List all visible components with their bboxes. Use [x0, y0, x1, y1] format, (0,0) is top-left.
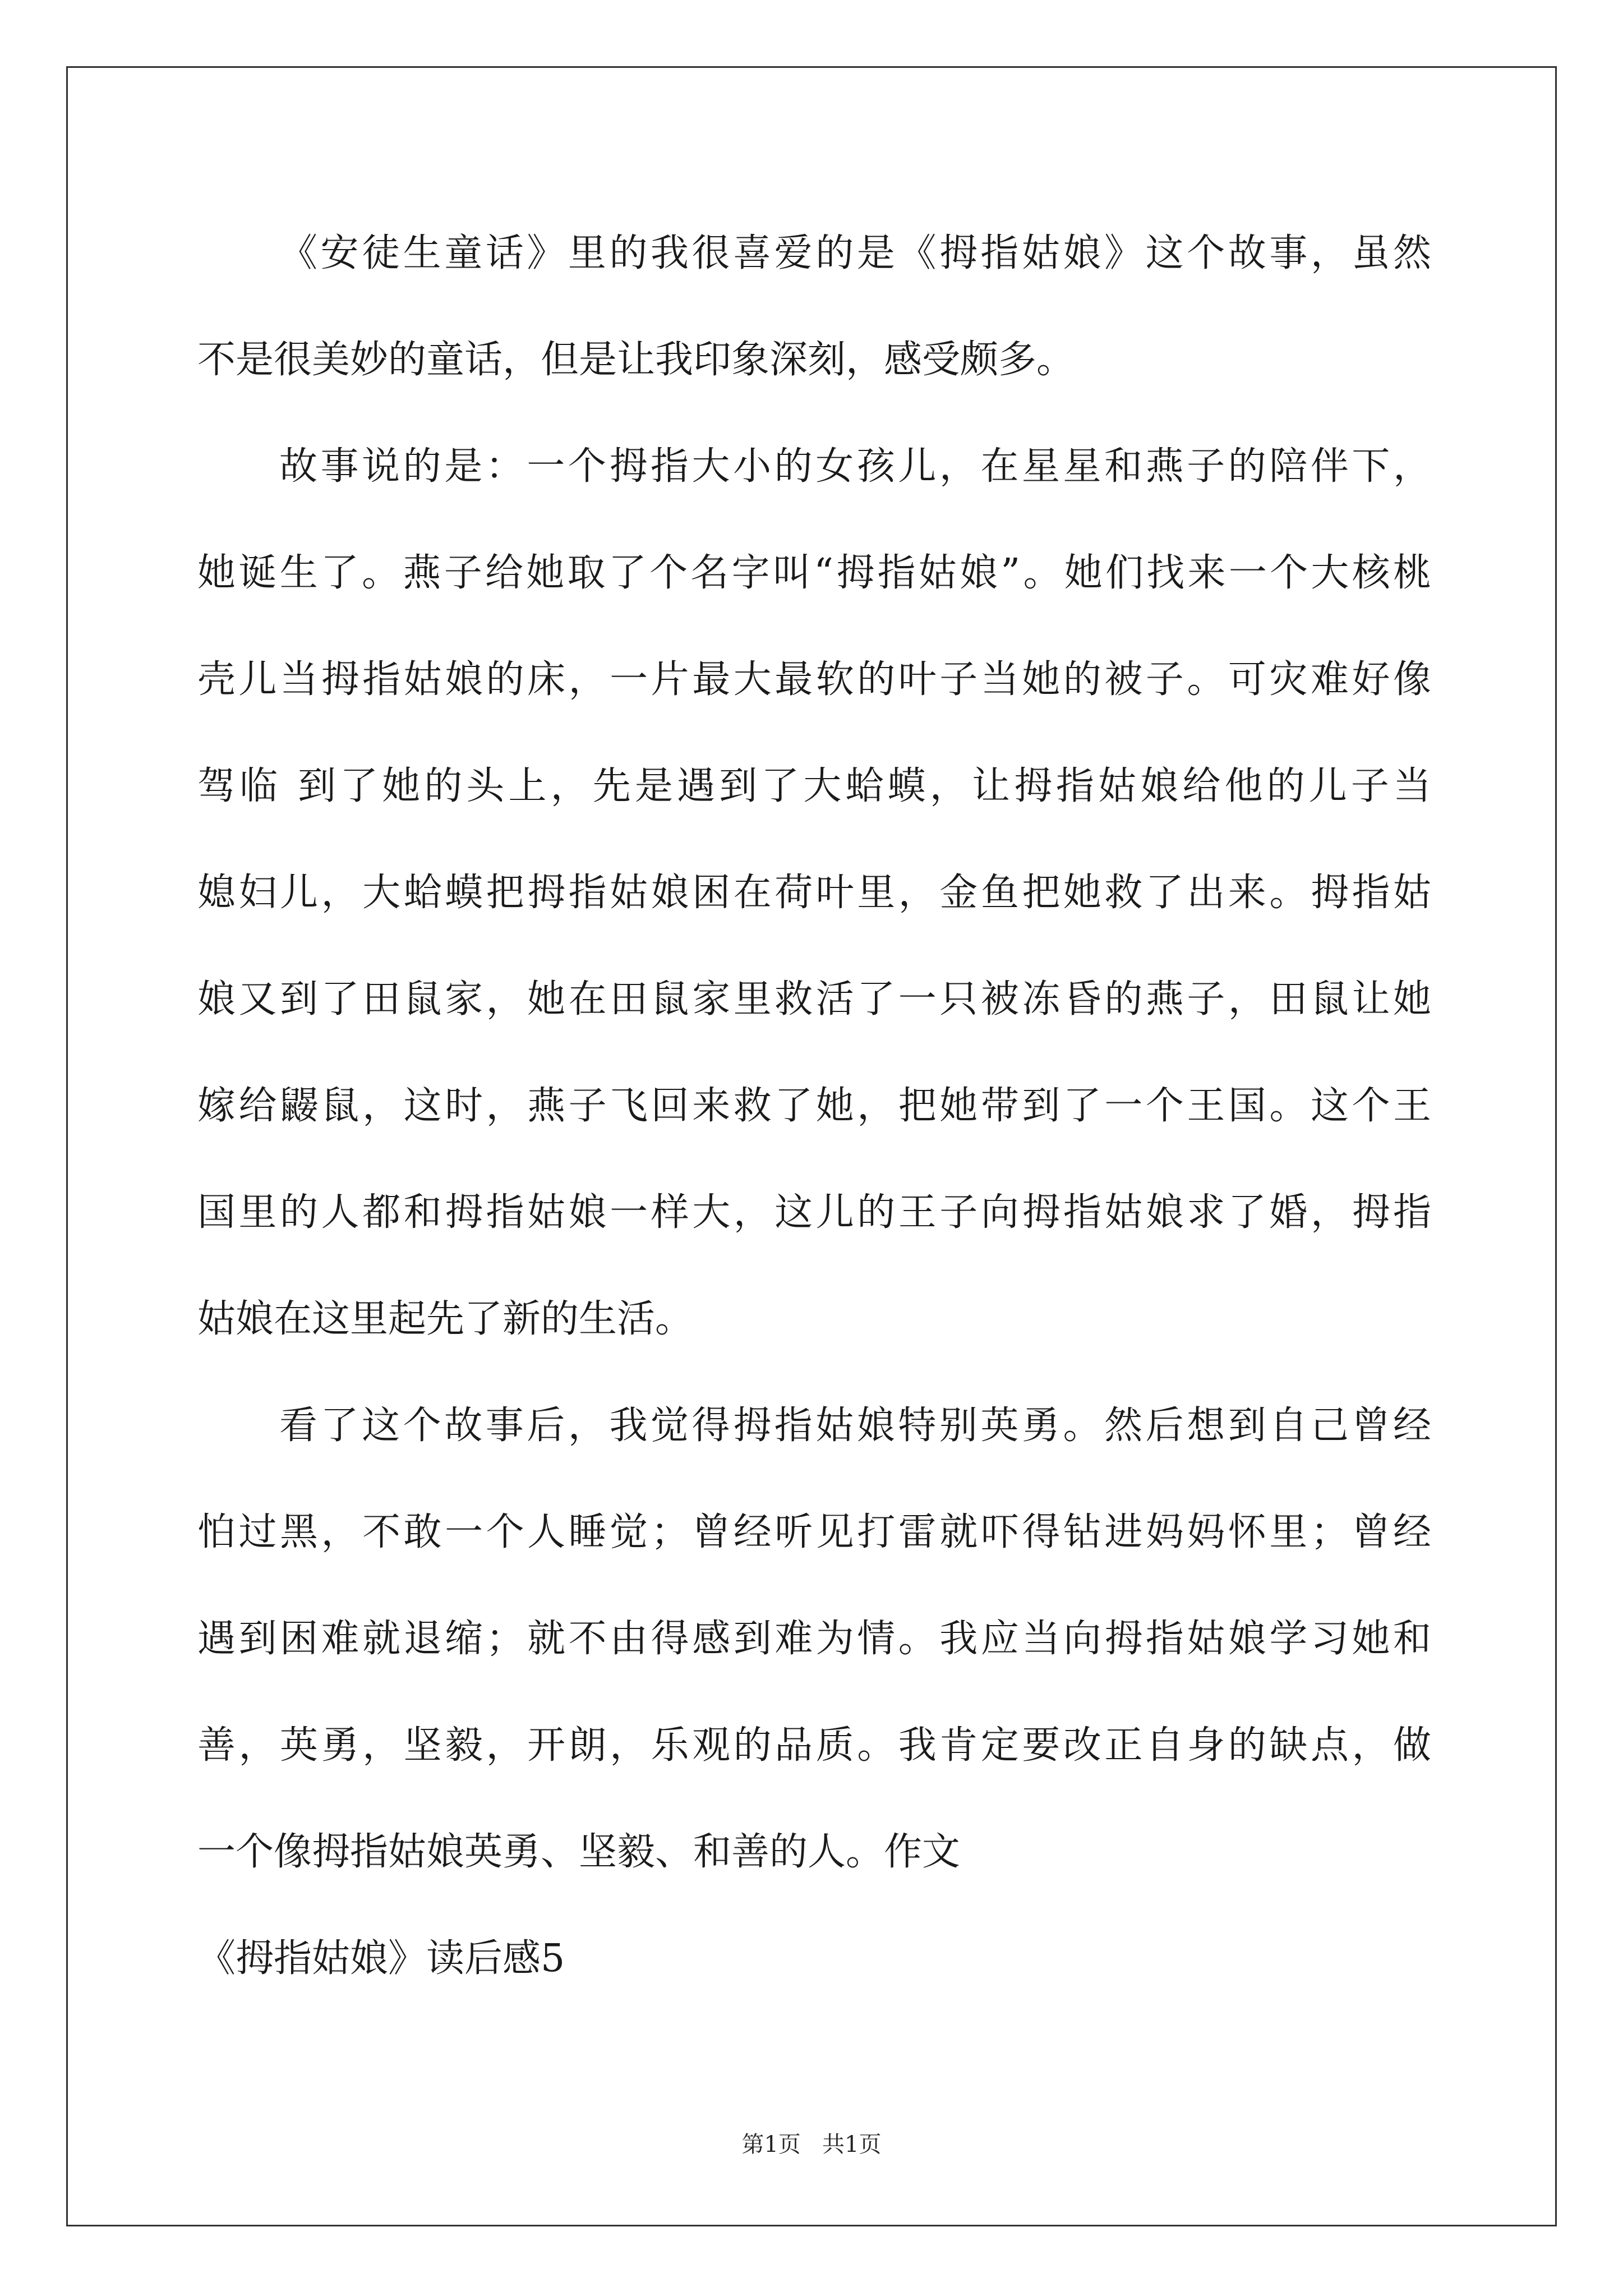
paragraph-2-line-6: 娘又到了田鼠家，她在田鼠家里救活了一只被冻昏的燕子，田鼠让她: [197, 977, 1431, 1022]
paragraph-3-line-4: 善，英勇，坚毅，开朗，乐观的品质。我肯定要改正自身的缺点，做: [197, 1723, 1431, 1768]
paragraph-2-line-7: 嫁给鼹鼠，这时，燕子飞回来救了她，把她带到了一个王国。这个王: [197, 1084, 1431, 1128]
paragraph-2-line-4: 驾临 到了她的头上，先是遇到了大蛤蟆，让拇指姑娘给他的儿子当: [197, 764, 1431, 808]
paragraph-2-line-3: 壳儿当拇指姑娘的床，一片最大最软的叶子当她的被子。可灾难好像: [197, 657, 1431, 702]
paragraph-1-line-2: 不是很美妙的童话，但是让我印象深刻，感受颇多。: [197, 338, 1075, 382]
paragraph-3-line-5: 一个像拇指姑娘英勇、坚毅、和善的人。作文: [197, 1830, 961, 1874]
next-article-title: 《拇指姑娘》读后感5: [197, 1936, 565, 1981]
paragraph-2-line-8: 国里的人都和拇指姑娘一样大，这儿的王子向拇指姑娘求了婚，拇指: [197, 1190, 1431, 1235]
paragraph-3-line-3: 遇到困难就退缩；就不由得感到难为情。我应当向拇指姑娘学习她和: [197, 1617, 1431, 1661]
paragraph-2-line-2: 她诞生了。燕子给她取了个名字叫“拇指姑娘”。她们找来一个大核桃: [197, 551, 1431, 595]
paragraph-2-line-5: 媳妇儿，大蛤蟆把拇指姑娘困在荷叶里，金鱼把她救了出来。拇指姑: [197, 871, 1431, 915]
paragraph-3-line-2: 怕过黑，不敢一个人睡觉；曾经听见打雷就吓得钻进妈妈怀里；曾经: [197, 1510, 1431, 1554]
page-border: [66, 66, 1557, 2226]
paragraph-2-line-1: 故事说的是：一个拇指大小的女孩儿，在星星和燕子的陪伴下，: [279, 444, 1431, 489]
paragraph-3-line-1: 看了这个故事后，我觉得拇指姑娘特别英勇。然后想到自己曾经: [279, 1404, 1431, 1448]
page-number: 第1页 共1页: [741, 2132, 882, 2157]
paragraph-2-line-9: 姑娘在这里起先了新的生活。: [197, 1297, 694, 1341]
paragraph-1-line-1: 《安徒生童话》里的我很喜爱的是《拇指姑娘》这个故事，虽然: [279, 231, 1431, 275]
